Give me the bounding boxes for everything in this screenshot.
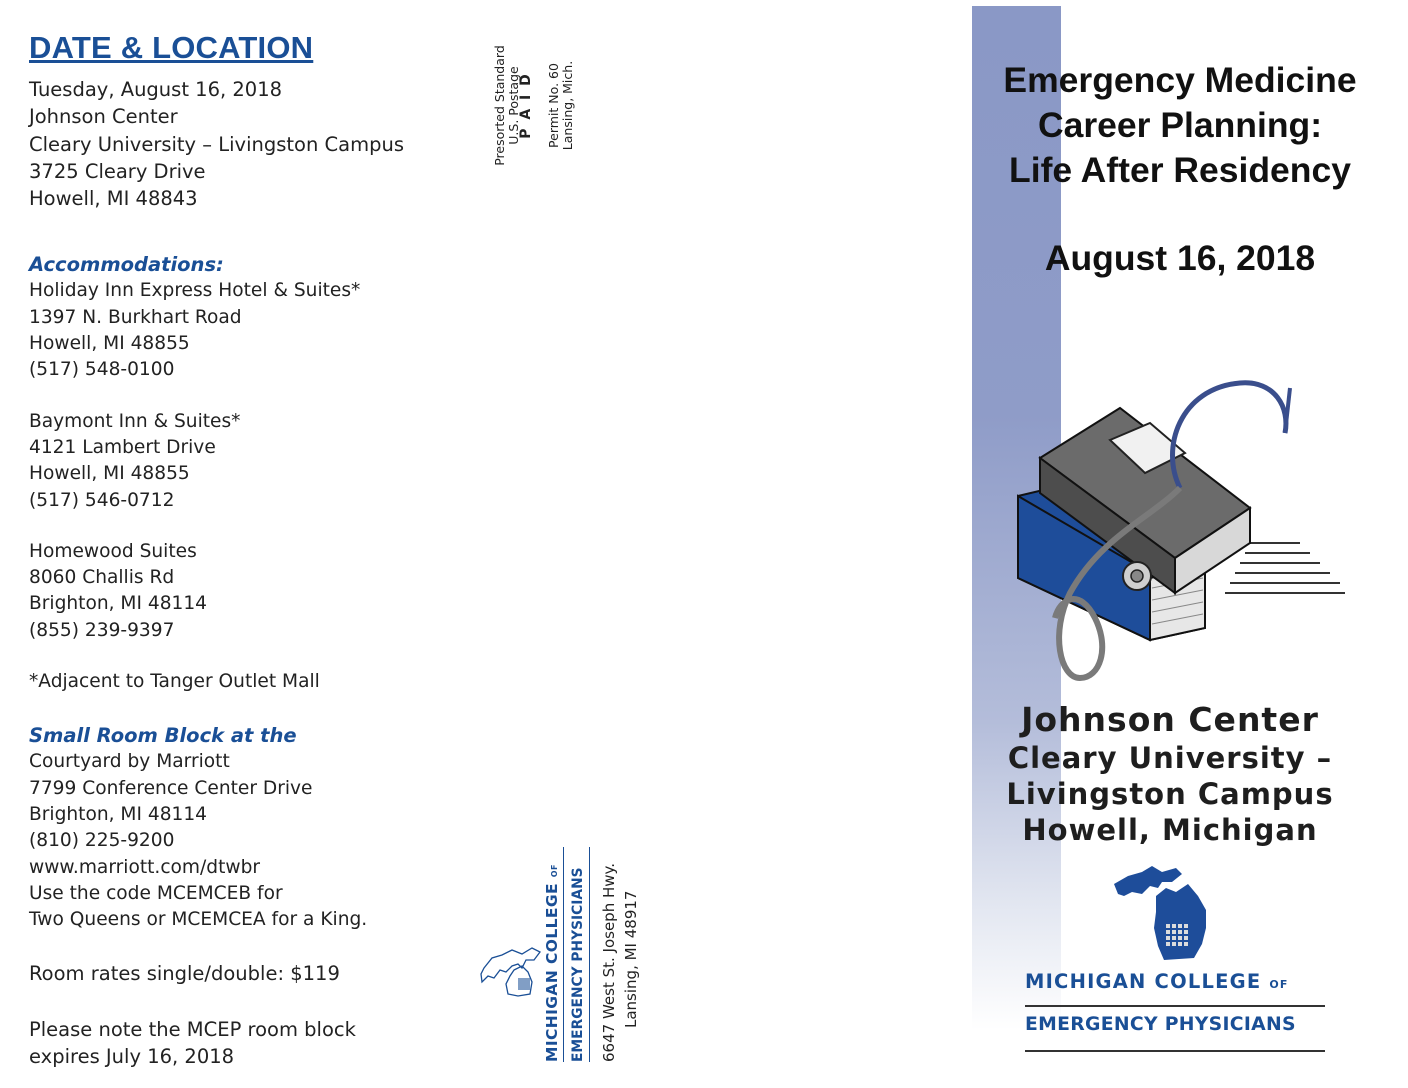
hotel-phone: (517) 548-0100 <box>29 359 175 381</box>
cover-org-of: OF <box>1269 978 1289 991</box>
left-column <box>29 30 469 1070</box>
hotel-holiday-inn <box>29 278 469 383</box>
return-city: Lansing, MI 48917 <box>622 890 640 1028</box>
org-divider <box>1025 1050 1325 1052</box>
hotel-street: 4121 Lambert Drive <box>29 436 216 458</box>
indicia-paid: P A I D <box>518 72 534 139</box>
hotel-baymont <box>29 409 469 514</box>
cover-venue-university: Cleary University – <box>1007 741 1333 775</box>
hotel-name: Homewood Suites <box>29 540 197 562</box>
hotel-city: Howell, MI 48855 <box>29 463 190 485</box>
venue-name: Johnson Center <box>29 105 178 129</box>
room-block-street: 7799 Conference Center Drive <box>29 777 313 799</box>
return-street: 6647 West St. Joseph Hwy. <box>600 862 618 1062</box>
accommodations-heading: Accommodations: <box>29 253 224 277</box>
return-address-text <box>543 847 640 1062</box>
postage-indicia <box>493 33 588 178</box>
cover-venue-name: Johnson Center <box>1021 700 1319 739</box>
hotel-name: Holiday Inn Express Hotel & Suites* <box>29 280 361 302</box>
cover-title <box>975 58 1385 193</box>
cover-title-line1: Emergency Medicine <box>1003 60 1357 100</box>
venue-city: Howell, MI 48843 <box>29 187 198 211</box>
venue-campus: Cleary University – Livingston Campus <box>29 132 404 156</box>
cover-title-line2: Career Planning: <box>1037 105 1323 145</box>
cover-org-line2: EMERGENCY PHYSICIANS <box>1025 1014 1296 1035</box>
room-rates: Room rates single/double: $119 <box>29 962 340 986</box>
event-date: Tuesday, August 16, 2018 <box>29 78 283 101</box>
indicia-city: Lansing, Mich. <box>559 60 575 151</box>
michigan-map-icon <box>478 938 548 1000</box>
indicia-postage: U.S. Postage <box>505 66 521 145</box>
room-block <box>29 749 469 933</box>
room-block-url[interactable]: www.marriott.com/dtwbr <box>29 856 261 878</box>
return-org-of: OF <box>550 864 559 878</box>
hotel-city: Brighton, MI 48114 <box>29 593 208 615</box>
indicia-permit: Permit No. 60 <box>546 63 561 148</box>
room-block-code-cont: Two Queens or MCEMCEA for a King. <box>29 909 368 931</box>
venue-street: 3725 Cleary Drive <box>29 159 206 183</box>
michigan-logo-icon <box>1110 862 1225 962</box>
room-block-phone: (810) 225-9200 <box>29 830 175 852</box>
cover-org-line1 <box>1025 970 1325 993</box>
cover-date: August 16, 2018 <box>1044 238 1316 278</box>
room-block-city: Brighton, MI 48114 <box>29 803 208 825</box>
hotel-homewood <box>29 539 469 644</box>
hotel-phone: (517) 546-0712 <box>29 489 175 511</box>
hotel-street: 8060 Challis Rd <box>29 567 175 589</box>
block-expiry-note-2: expires July 16, 2018 <box>29 1045 235 1069</box>
org-divider <box>1025 1005 1325 1007</box>
books-stethoscope-illustration <box>1000 378 1360 690</box>
return-org-line1: MICHIGAN COLLEGE <box>543 883 561 1062</box>
adjacent-note: *Adjacent to Tanger Outlet Mall <box>29 671 320 693</box>
cover-title-line3: Life After Residency <box>1009 150 1351 190</box>
date-location-block <box>29 76 469 212</box>
room-block-code: Use the code MCEMCEB for <box>29 882 283 904</box>
room-block-heading: Small Room Block at the <box>29 724 297 748</box>
date-location-heading: DATE & LOCATION <box>29 30 314 65</box>
hotel-city: Howell, MI 48855 <box>29 333 190 355</box>
room-block-hotel: Courtyard by Marriott <box>29 751 230 773</box>
hotel-street: 1397 N. Burkhart Road <box>29 306 242 328</box>
hotel-name: Baymont Inn & Suites* <box>29 410 241 432</box>
indicia-presorted: Presorted Standard <box>492 45 507 166</box>
cover-venue-campus: Livingston Campus <box>1006 777 1334 811</box>
cover-venue <box>975 700 1365 848</box>
cover-org-name: MICHIGAN COLLEGE <box>1025 970 1262 993</box>
cover-venue-city: Howell, Michigan <box>1022 813 1318 847</box>
return-org-line2: EMERGENCY PHYSICIANS <box>564 847 590 1062</box>
block-expiry-note-1: Please note the MCEP room block <box>29 1017 356 1041</box>
hotel-phone: (855) 239-9397 <box>29 619 175 641</box>
